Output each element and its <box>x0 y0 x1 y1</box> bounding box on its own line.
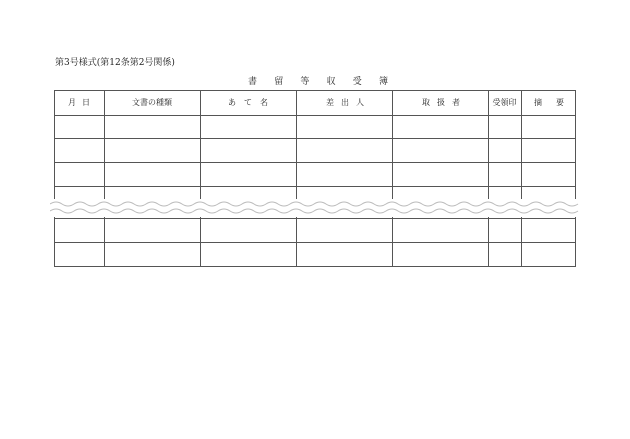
title-char: 留 <box>274 77 284 87</box>
header-addressee-char: あ <box>228 98 236 107</box>
header-divider <box>54 115 576 116</box>
header-handler-char: 者 <box>452 98 460 107</box>
header-addressee-char: て <box>244 98 252 107</box>
column-divider <box>200 90 201 267</box>
header-handler-char: 扱 <box>437 98 445 107</box>
row-divider <box>54 218 576 219</box>
header-remarks <box>534 92 564 114</box>
page-title <box>248 74 388 86</box>
title-char: 等 <box>300 77 310 87</box>
table-border-left <box>54 90 55 267</box>
header-remarks-char: 摘 <box>534 98 542 107</box>
title-char: 収 <box>326 77 336 87</box>
column-divider <box>296 90 297 267</box>
ledger-table <box>54 90 576 267</box>
column-divider <box>104 90 105 267</box>
header-receipt-seal: 受領印 <box>492 98 517 107</box>
header-doc-type: 文書の種類 <box>132 98 172 107</box>
header-sender-char: 出 <box>341 98 349 107</box>
row-divider <box>54 186 576 187</box>
header-handler <box>422 92 460 114</box>
row-divider <box>54 242 576 243</box>
row-divider <box>54 162 576 163</box>
header-addressee <box>228 92 268 114</box>
header-date-month: 月 <box>68 98 76 107</box>
header-sender <box>326 92 364 114</box>
title-char: 簿 <box>378 77 388 87</box>
header-sender-char: 人 <box>356 98 364 107</box>
title-char: 受 <box>352 77 362 87</box>
table-border-bottom <box>54 266 576 267</box>
column-divider <box>521 90 522 267</box>
header-sender-char: 差 <box>326 98 334 107</box>
header-handler-char: 取 <box>422 98 430 107</box>
table-border-right <box>575 90 576 267</box>
column-divider <box>488 90 489 267</box>
title-char: 書 <box>248 77 258 87</box>
table-border-top <box>54 90 576 91</box>
header-date-day: 日 <box>82 98 90 107</box>
wave-break-icon <box>50 199 582 217</box>
header-addressee-char: 名 <box>260 98 268 107</box>
row-divider <box>54 138 576 139</box>
column-divider <box>392 90 393 267</box>
header-remarks-char: 要 <box>556 98 564 107</box>
omission-break <box>50 199 582 217</box>
header-date <box>68 92 90 114</box>
form-label: 第3号様式(第12条第2号関係) <box>55 58 175 68</box>
